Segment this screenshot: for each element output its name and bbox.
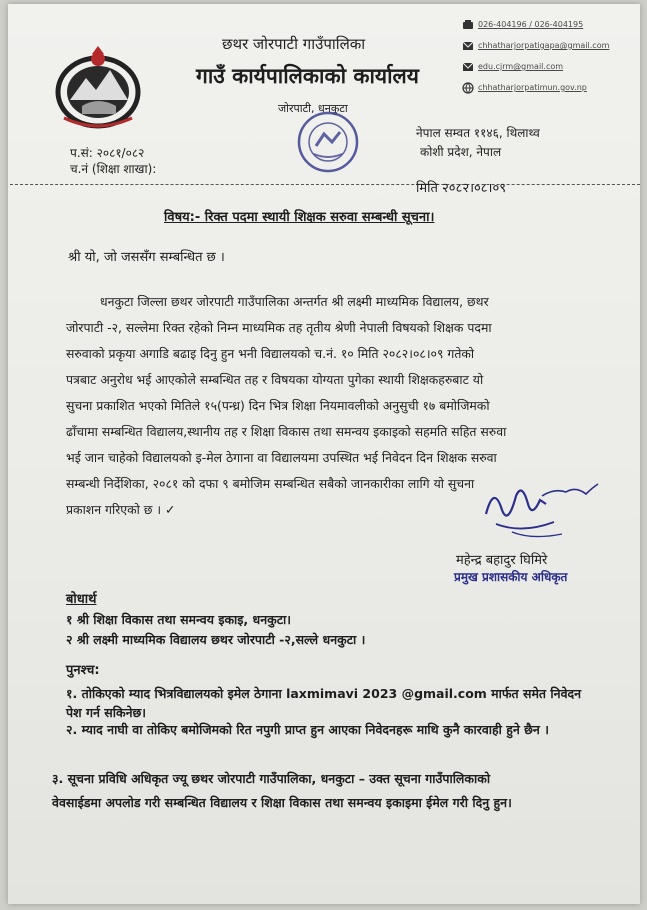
cc-heading: बोधार्थ <box>66 592 97 607</box>
nepal-samvat-date: नेपाल सम्वत ११४६, थिलाथ्व <box>416 126 540 140</box>
postscript-item-2: २. म्याद नाघी वा तोकिए बमोजिमको रित नपुगी प्राप्त हुन आएका निवेदनहरू माथि कुनै कारवाही हुने छैन । <box>66 722 549 737</box>
salutation: श्री यो, जो जससँग सम्बन्धित छ । <box>68 250 225 265</box>
contact-email-text: chhatharjorpatigapa@gmail.com <box>478 41 610 50</box>
letter-date: मिति २०८२।०८।०९ <box>416 181 506 196</box>
email-icon <box>462 61 474 73</box>
body-line: ढाँचामा सम्बन्धित विद्यालय,स्थानीय तह र शिक्षा विकास तथा समन्वय इकाइको सहमति सहित सरुवा <box>66 424 507 439</box>
body-line: प्रकाशन गरिएको छ । ✓ <box>66 502 176 517</box>
contact-email-text: edu.cjrm@gmail.com <box>478 62 564 71</box>
province-line: कोशी प्रदेश, नेपाल <box>420 145 502 159</box>
contact-phone <box>462 14 612 35</box>
letter-subject: विषय:- रिक्त पदमा स्थायी शिक्षक सरुवा सम्बन्धी सूचना। <box>164 210 435 225</box>
letter-number: प.सं: २०८१/०८२ <box>70 146 145 160</box>
cc-item: १ श्री शिक्षा विकास तथा समन्वय इकाइ, धनकुटा। <box>66 612 292 627</box>
contact-email-1 <box>462 35 612 56</box>
email-icon <box>462 40 474 52</box>
contact-email-2 <box>462 56 612 77</box>
postscript-item-1: १. तोकिएको म्याद भित्रविद्यालयको इमेल ठेगाना laxmimavi 2023 @gmail.com मार्फत समेत निवेदन <box>66 686 582 701</box>
postscript-item-3-cont: वेवसाईडमा अपलोड गरी सम्बन्धित विद्यालय र शिक्षा विकास तथा समन्वय इकाइमा ईमेल गरी दिनु हुन। <box>52 795 512 810</box>
dispatch-number: च.नं (शिक्षा शाखा): <box>70 162 157 176</box>
body-line: पत्रबाट अनुरोध भई आएकोले सम्बन्धित तह र विषयका योग्यता पुगेका स्थायी शिक्षकहरुबाट यो <box>66 372 484 387</box>
globe-icon <box>462 82 474 94</box>
government-emblem-logo <box>52 44 144 130</box>
office-title: गाउँ कार्यपालिकाको कार्यालय <box>196 64 419 88</box>
postscript-heading: पुनश्च: <box>66 663 100 678</box>
body-line: जोरपाटी -२, सल्लेमा रिक्त रहेको निम्न माध्यमिक तह तृतीय श्रेणी नेपाली विषयको शिक्षक पदमा <box>66 320 492 335</box>
contact-website <box>462 77 612 98</box>
signer-title: प्रमुख प्रशासकीय अधिकृत <box>454 570 568 584</box>
postscript-item-1-cont: पेश गर्न सकिनेछ। <box>66 705 147 720</box>
office-address: जोरपाटी, धनकुटा <box>278 102 348 115</box>
handwritten-signature <box>472 474 602 544</box>
office-name: छथर जोरपाटी गाउँपालिका <box>222 35 366 53</box>
body-line: सुचना प्रकाशित भएको मितिले १५(पन्ध्र) दिन भित्र शिक्षा नियमावलीको अनुसुची १७ बमोजिमको <box>66 398 490 413</box>
letter-page <box>8 4 640 904</box>
body-line: सम्बन्धी निर्देशिका, २०८१ को दफा ९ बमोजिम सम्बन्धित सबैको जानकारीका लागि यो सुचना <box>66 476 475 491</box>
contact-website-text: chhatharjorpatimun.gov.np <box>478 83 587 92</box>
body-line: भई जान चाहेको विद्यालयको इ-मेल ठेगाना वा विद्यालयमा उपस्थित भई निवेदन दिन शिक्षक सरुवा <box>66 450 497 465</box>
body-line: धनकुटा जिल्ला छथर जोरपाटी गाउँपालिका अन्तर्गत श्री लक्ष्मी माध्यमिक विद्यालय, छथर <box>100 294 489 309</box>
header-divider <box>10 184 640 185</box>
contact-phone-text: 026-404196 / 026-404195 <box>478 20 584 29</box>
cc-item: २ श्री लक्ष्मी माध्यमिक विद्यालय छथर जोरपाटी -२,सल्ले धनकुटा । <box>66 632 366 647</box>
postscript-item-3: ३. सूचना प्रविधि अधिकृत ज्यू छथर जोरपाटी गाउँपालिका, धनकुटा – उक्त सूचना गाउँपालिकाको <box>52 771 491 786</box>
signer-name: महेन्द्र बहादुर घिमिरे <box>456 553 548 568</box>
phone-icon <box>462 19 474 31</box>
body-line: सरुवाको प्रकृया अगाडि बढाइ दिनु हुन भनी विद्यालयको च.नं. १० मिति २०८२।०८।०९ गतेको <box>66 346 475 361</box>
office-stamp-seal <box>288 108 368 176</box>
contact-box <box>462 14 612 98</box>
